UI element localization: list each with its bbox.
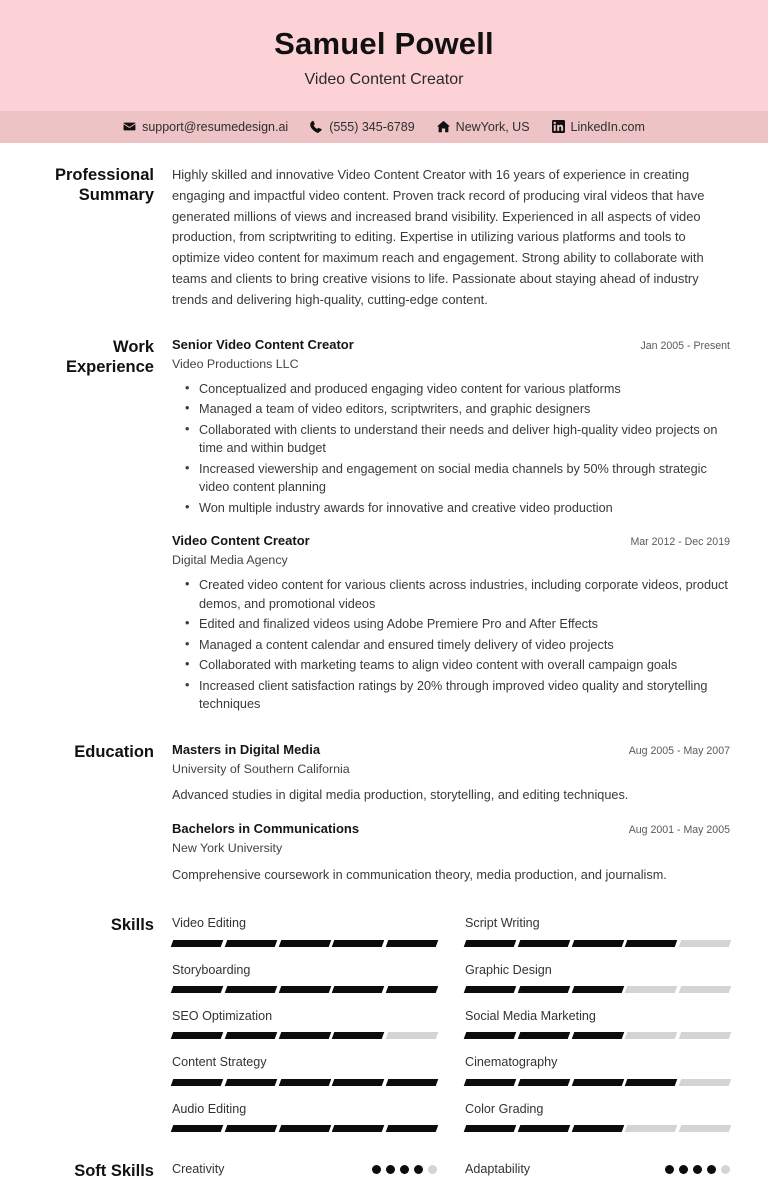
skill-level-segment bbox=[464, 986, 516, 993]
skill-level-segment bbox=[278, 986, 330, 993]
skill-name: Cinematography bbox=[465, 1055, 558, 1070]
skill-level-segment bbox=[332, 1032, 384, 1039]
skill-level-segment bbox=[571, 1079, 623, 1086]
skill-level-segment bbox=[386, 940, 438, 947]
skill-item bbox=[172, 915, 437, 961]
education-entry-head bbox=[172, 821, 730, 838]
summary-body bbox=[172, 165, 730, 311]
education-section bbox=[0, 716, 768, 885]
skill-level-segment bbox=[518, 1125, 570, 1132]
skill-level-segment bbox=[518, 986, 570, 993]
skill-level-segment bbox=[464, 1125, 516, 1132]
soft-skill-item bbox=[172, 1161, 437, 1177]
skill-item bbox=[172, 962, 437, 1008]
work-entries bbox=[172, 337, 730, 716]
skill-level-segment bbox=[464, 1032, 516, 1039]
work-bullet: • Increased viewership and engagement on social media channels by 50% through strategic video content planning bbox=[199, 460, 730, 497]
section-label-soft-skills: Soft Skills bbox=[74, 1161, 154, 1180]
skill-level-bar bbox=[465, 1032, 730, 1039]
work-bullet: • Increased client satisfaction ratings by 20% through improved video quality and storytelling techniques bbox=[199, 677, 730, 714]
skill-level-segment bbox=[571, 940, 623, 947]
work-bullet: • Collaborated with marketing teams to align video content with overall campaign goals bbox=[199, 656, 730, 675]
home-icon bbox=[437, 120, 450, 133]
soft-skill-rating bbox=[665, 1165, 730, 1174]
skill-level-segment bbox=[332, 940, 384, 947]
skill-level-segment bbox=[171, 1125, 223, 1132]
contact-linkedin[interactable] bbox=[552, 120, 645, 134]
work-date-range: Jan 2005 - Present bbox=[640, 340, 730, 353]
skill-level-segment bbox=[171, 1032, 223, 1039]
work-bullet: • Managed a team of video editors, scriptwriters, and graphic designers bbox=[199, 400, 730, 419]
skill-level-bar bbox=[465, 940, 730, 947]
education-description: Advanced studies in digital media production, storytelling, and editing techniques. bbox=[172, 788, 629, 803]
skill-name: Graphic Design bbox=[465, 962, 552, 977]
skill-level-segment bbox=[625, 940, 677, 947]
section-label-summary: Professional Summary bbox=[54, 165, 154, 204]
skill-level-segment bbox=[518, 940, 570, 947]
candidate-name: Samuel Powell bbox=[274, 26, 494, 61]
contact-phone[interactable] bbox=[310, 120, 414, 134]
education-entry bbox=[172, 742, 730, 806]
skill-level-segment bbox=[518, 1032, 570, 1039]
work-bullet: • Won multiple industry awards for innovative and creative video production bbox=[199, 499, 730, 518]
work-entry bbox=[172, 533, 730, 713]
skill-level-segment bbox=[171, 940, 223, 947]
contact-email[interactable] bbox=[123, 120, 288, 134]
skill-level-bar bbox=[465, 1125, 730, 1132]
work-bullet: • Conceptualized and produced engaging video content for various platforms bbox=[199, 380, 730, 399]
contact-email-text: support@resumedesign.ai bbox=[142, 119, 289, 134]
soft-skill-name: Creativity bbox=[172, 1161, 225, 1176]
skill-item bbox=[172, 1054, 437, 1100]
skill-item bbox=[465, 1008, 730, 1054]
skill-level-segment bbox=[625, 986, 677, 993]
skill-level-bar bbox=[465, 1079, 730, 1086]
skill-level-bar bbox=[172, 1079, 437, 1086]
work-job-title: Senior Video Content Creator bbox=[172, 337, 354, 353]
skill-level-segment bbox=[225, 940, 277, 947]
soft-skill-dot bbox=[386, 1165, 395, 1174]
skill-level-segment bbox=[225, 1079, 277, 1086]
skill-level-segment bbox=[625, 1079, 677, 1086]
soft-skill-dot bbox=[721, 1165, 730, 1174]
work-entry bbox=[172, 337, 730, 517]
skill-name: SEO Optimization bbox=[172, 1008, 273, 1023]
education-entry-head bbox=[172, 742, 730, 759]
skill-name: Social Media Marketing bbox=[465, 1008, 596, 1023]
phone-icon bbox=[310, 120, 323, 133]
soft-skill-name: Adaptability bbox=[465, 1161, 531, 1176]
skill-level-bar bbox=[172, 986, 437, 993]
soft-skill-dot bbox=[400, 1165, 409, 1174]
skill-level-segment bbox=[171, 1079, 223, 1086]
skill-level-segment bbox=[464, 940, 516, 947]
skill-level-segment bbox=[625, 1125, 677, 1132]
skill-item bbox=[465, 1054, 730, 1100]
skill-item bbox=[172, 1008, 437, 1054]
soft-skill-dot bbox=[414, 1165, 423, 1174]
education-school: New York University bbox=[172, 841, 283, 856]
work-entry-head bbox=[172, 337, 730, 354]
resume-header bbox=[0, 0, 768, 111]
skill-level-segment bbox=[464, 1079, 516, 1086]
skills-grid bbox=[172, 915, 730, 1147]
education-date-range: Aug 2005 - May 2007 bbox=[628, 744, 730, 757]
skill-level-segment bbox=[679, 1125, 731, 1132]
skill-level-segment bbox=[386, 986, 438, 993]
skill-level-segment bbox=[571, 1032, 623, 1039]
envelope-icon bbox=[123, 120, 136, 133]
skill-level-segment bbox=[386, 1032, 438, 1039]
skill-level-segment bbox=[278, 1079, 330, 1086]
linkedin-icon bbox=[552, 120, 565, 133]
skill-level-segment bbox=[332, 1079, 384, 1086]
section-label-skills: Skills bbox=[110, 916, 154, 935]
skill-name: Script Writing bbox=[465, 916, 540, 931]
skill-level-segment bbox=[386, 1125, 438, 1132]
work-bullet: • Created video content for various clients across industries, including corporate videos, product demos, and promotional videos bbox=[199, 576, 730, 613]
soft-skill-item bbox=[465, 1161, 730, 1177]
skill-level-segment bbox=[679, 1032, 731, 1039]
skill-level-segment bbox=[225, 986, 277, 993]
skill-level-segment bbox=[278, 1125, 330, 1132]
section-label-education: Education bbox=[74, 742, 154, 761]
soft-skill-dot bbox=[707, 1165, 716, 1174]
skill-item bbox=[465, 915, 730, 961]
skill-level-segment bbox=[679, 1079, 731, 1086]
contact-linkedin-text: LinkedIn.com bbox=[570, 119, 645, 134]
skill-name: Audio Editing bbox=[172, 1101, 247, 1116]
work-bullet: • Collaborated with clients to understand their needs and deliver high-quality video projects on time and within budget bbox=[199, 421, 730, 458]
skill-level-segment bbox=[225, 1125, 277, 1132]
education-entries bbox=[172, 742, 730, 885]
work-job-title: Video Content Creator bbox=[172, 533, 310, 549]
work-entry-head bbox=[172, 533, 730, 550]
section-label-work-experience: Work Experience bbox=[65, 338, 154, 377]
skill-level-segment bbox=[386, 1079, 438, 1086]
education-degree: Bachelors in Communications bbox=[172, 821, 360, 837]
soft-skill-dot bbox=[679, 1165, 688, 1174]
education-degree: Masters in Digital Media bbox=[172, 741, 321, 757]
skill-level-segment bbox=[571, 986, 623, 993]
skill-level-segment bbox=[332, 1125, 384, 1132]
work-bullet-list bbox=[172, 380, 730, 518]
soft-skill-dot bbox=[428, 1165, 437, 1174]
skill-level-segment bbox=[625, 1032, 677, 1039]
skills-section bbox=[0, 885, 768, 1147]
skill-item bbox=[465, 1101, 730, 1147]
skill-item bbox=[172, 1101, 437, 1147]
skill-name: Storyboarding bbox=[172, 962, 251, 977]
skill-item bbox=[465, 962, 730, 1008]
skill-level-segment bbox=[278, 940, 330, 947]
contact-location[interactable] bbox=[437, 120, 530, 134]
work-bullet-list bbox=[172, 576, 730, 714]
soft-skill-dot bbox=[665, 1165, 674, 1174]
skill-level-segment bbox=[171, 986, 223, 993]
soft-skill-rating bbox=[372, 1165, 437, 1174]
skill-level-segment bbox=[332, 986, 384, 993]
work-company: Digital Media Agency bbox=[172, 553, 288, 568]
skill-level-segment bbox=[278, 1032, 330, 1039]
professional-summary-section bbox=[0, 143, 768, 311]
education-school: University of Southern California bbox=[172, 761, 350, 776]
soft-skills-section bbox=[0, 1147, 768, 1181]
work-bullet: • Edited and finalized videos using Adobe Premiere Pro and After Effects bbox=[199, 615, 730, 634]
skill-level-segment bbox=[225, 1032, 277, 1039]
contact-phone-text: (555) 345-6789 bbox=[329, 119, 415, 134]
skill-level-segment bbox=[679, 986, 731, 993]
work-company: Video Productions LLC bbox=[172, 357, 299, 371]
work-bullet: • Managed a content calendar and ensured timely delivery of video projects bbox=[199, 636, 730, 655]
skill-level-segment bbox=[571, 1125, 623, 1132]
skill-level-bar bbox=[172, 1125, 437, 1132]
education-entry bbox=[172, 821, 730, 885]
contact-location-text: NewYork, US bbox=[455, 119, 530, 134]
skill-level-bar bbox=[172, 940, 437, 947]
work-experience-section bbox=[0, 311, 768, 716]
work-date-range: Mar 2012 - Dec 2019 bbox=[630, 536, 730, 549]
summary-text: Highly skilled and innovative Video Content Creator with 16 years of experience in creating engaging and impactful video content. Proven track record of producing viral videos that have generated millions of views and increased brand visibility. Experienced in all aspects of video production, from scriptwriting to editing. Expertise in utilizing various platforms and tools to optimize video content for maximum reach and engagement. Strong ability to collaborate with teams and clients to bring creative visions to life. Passionate about staying ahead of industry trends and delivering high-quality, cutting-edge content. bbox=[172, 166, 705, 308]
education-description: Comprehensive coursework in communication theory, media production, and journalism. bbox=[172, 868, 667, 883]
soft-skill-dot bbox=[372, 1165, 381, 1174]
soft-skills-grid bbox=[172, 1161, 730, 1177]
contact-bar bbox=[0, 111, 768, 143]
education-date-range: Aug 2001 - May 2005 bbox=[628, 824, 730, 837]
skill-level-bar bbox=[465, 986, 730, 993]
skill-name: Color Grading bbox=[465, 1101, 544, 1116]
skill-level-segment bbox=[518, 1079, 570, 1086]
skill-level-segment bbox=[679, 940, 731, 947]
skill-name: Content Strategy bbox=[172, 1055, 267, 1070]
soft-skill-dot bbox=[693, 1165, 702, 1174]
candidate-job-title: Video Content Creator bbox=[304, 70, 464, 88]
skill-name: Video Editing bbox=[172, 916, 246, 931]
skill-level-bar bbox=[172, 1032, 437, 1039]
